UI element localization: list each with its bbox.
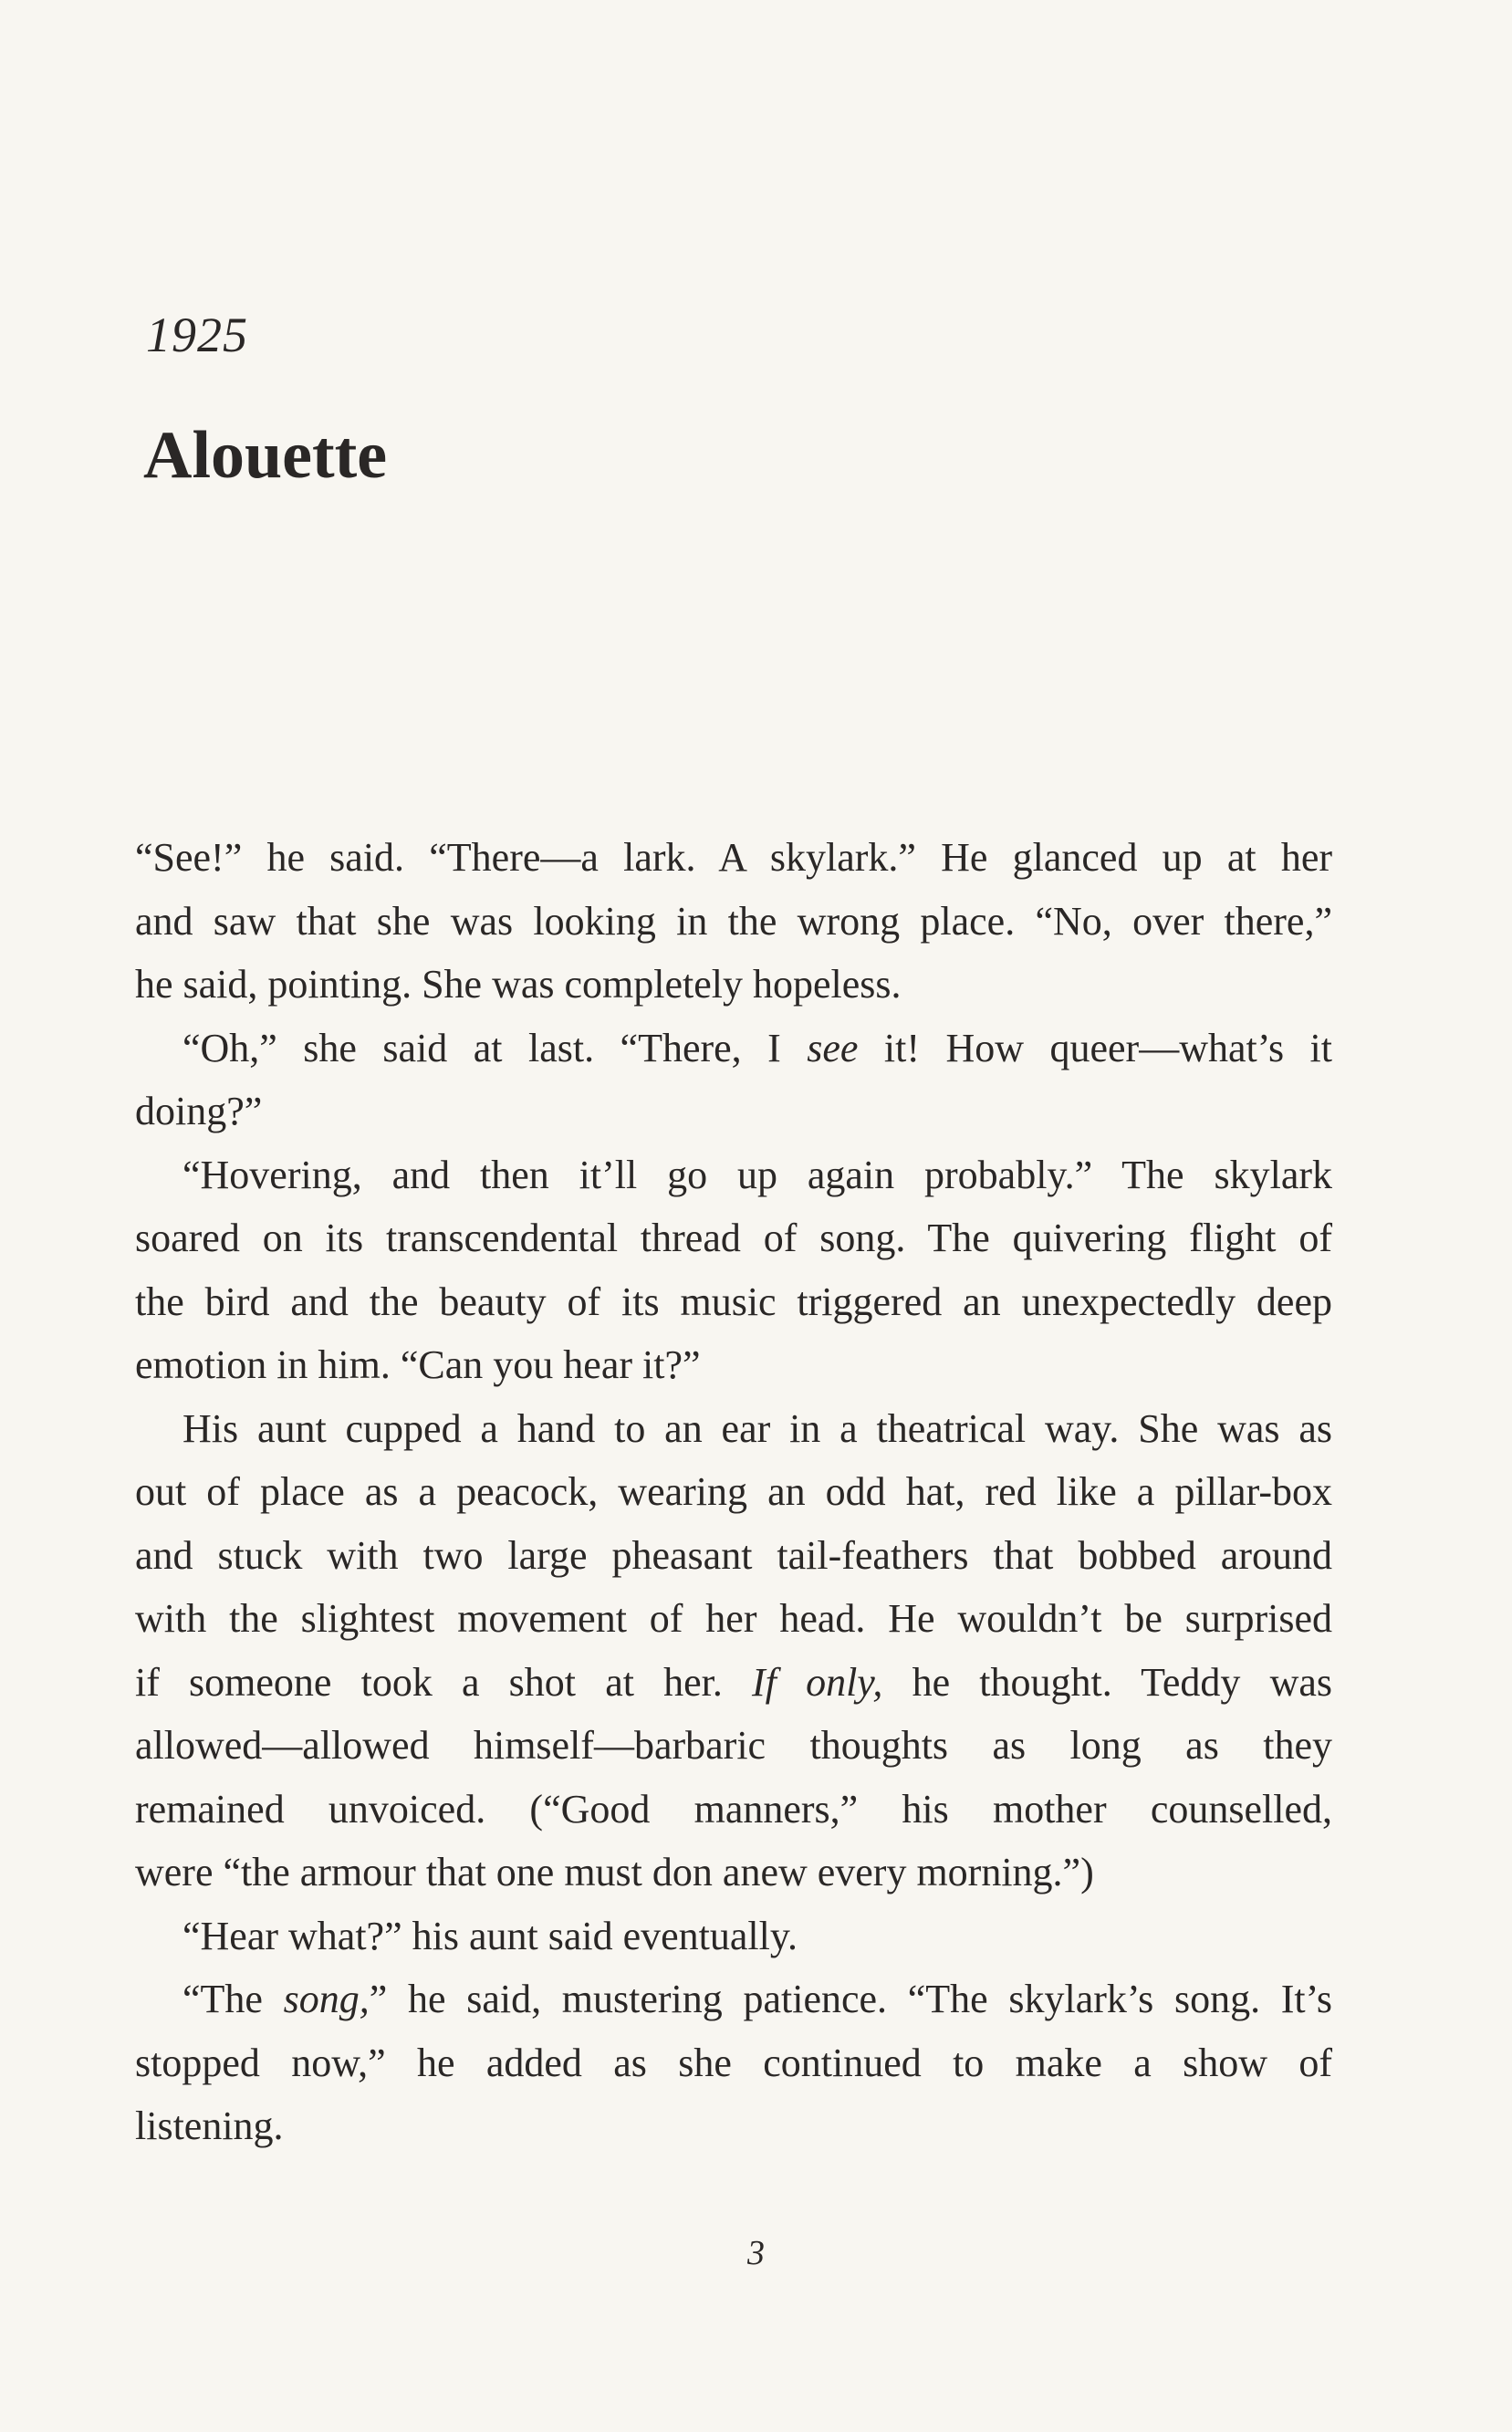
text-line: “See!” he said. “There—a lark. A skylark.” He glanced up at her — [135, 835, 1332, 880]
text-line: doing?” — [135, 1089, 263, 1133]
chapter-title: Alouette — [143, 418, 388, 493]
emphasis: If only, — [752, 1659, 883, 1705]
text-line: allowed—allowed himself—barbaric thoughts as long as they — [135, 1723, 1332, 1768]
text-line: he said, pointing. She was completely hopeless. — [135, 962, 902, 1007]
page-number: 3 — [747, 2234, 765, 2272]
text-line: “The song,” he said, mustering patience. “The skylark’s song. It’s — [182, 1977, 1333, 2021]
text-line: emotion in him. “Can you hear it?” — [135, 1342, 701, 1387]
text-line: if someone took a shot at her. If only, he thought. Teddy was — [135, 1659, 1332, 1705]
text-line: “Oh,” she said at last. “There, I see it! How queer—what’s it — [182, 1025, 1332, 1070]
text-line: with the slightest movement of her head. He wouldn’t be surprised — [135, 1596, 1332, 1641]
text-line: listening. — [135, 2103, 284, 2148]
text-line: the bird and the beauty of its music triggered an unexpectedly deep — [135, 1279, 1332, 1324]
emphasis: song, — [283, 1977, 370, 2021]
text-line: His aunt cupped a hand to an ear in a theatrical way. She was as — [182, 1405, 1332, 1451]
text-line: “Hear what?” his aunt said eventually. — [182, 1913, 798, 1958]
text-line: “Hovering, and then it’ll go up again probably.” The skylark — [182, 1152, 1332, 1197]
text-line: out of place as a peacock, wearing an odd hat, red like a pillar-box — [135, 1469, 1332, 1514]
chapter-body — [135, 826, 1332, 2158]
text-line: stopped now,” he added as she continued to make a show of — [135, 2040, 1332, 2085]
text-line: and stuck with two large pheasant tail-feathers that bobbed around — [135, 1532, 1332, 1578]
text-line: and saw that she was looking in the wrong place. “No, over there,” — [135, 898, 1332, 944]
text-line: soared on its transcendental thread of song. The quivering flight of — [135, 1216, 1332, 1260]
text-line: were “the armour that one must don anew every morning.”) — [135, 1850, 1094, 1894]
text-line: remained unvoiced. (“Good manners,” his mother counselled, — [135, 1786, 1332, 1832]
chapter-year: 1925 — [146, 308, 248, 362]
emphasis: see — [807, 1025, 859, 1070]
